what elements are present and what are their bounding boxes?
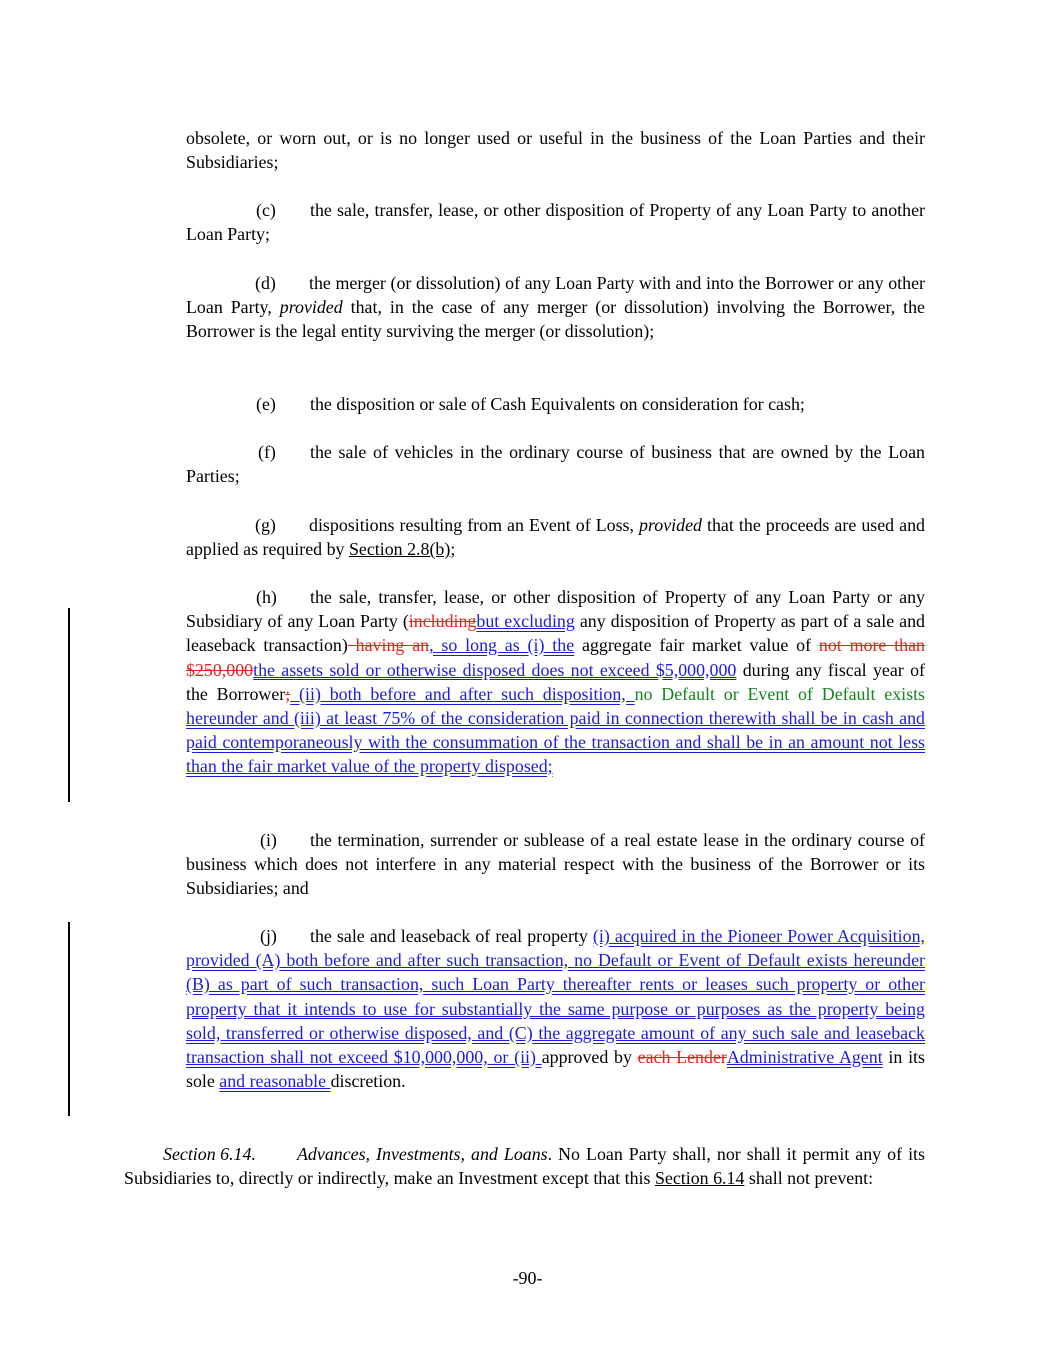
clause-text: discretion. [330, 1071, 406, 1092]
clause-text: in its sole [186, 1047, 925, 1092]
deleted-text: each Lender [637, 1047, 727, 1068]
clause-text: the merger (or dissolution) of any Loan Party with and into the Borrower or any other Loan Party, [186, 273, 925, 318]
clause-label: (c) [256, 200, 276, 220]
inserted-text: the assets sold or otherwise disposed does not exceed $5,000,000 [253, 659, 737, 680]
section-reference: Section 6.14 [654, 1168, 745, 1189]
section-number: Section 6.14. [163, 1144, 256, 1164]
inserted-text: hereunder and (iii) at least 75% of the consideration paid in connection therewith shall be in cash and paid contemporaneously with the consummation of the transaction and shall be in an amount not less than the fair market value of the property disposed; [186, 708, 925, 777]
clause-text: that, in the case of any merger (or dissolution) involving the Borrower, the Borrower is the legal entity surviving the merger (or dissolution); [186, 297, 925, 342]
clause-text: any disposition of Property as part of a sale and leaseback transaction) [186, 611, 925, 656]
clause-text: during any fiscal year of the Borrower [186, 659, 925, 704]
section-title: Advances, Investments, and Loans [297, 1144, 548, 1164]
inserted-text: (i) acquired in the Pioneer Power Acquisition, provided (A) both before and after such transaction, no Default or Event of Default exists hereunder (B) as part of such transaction, such Loan Party thereafter rents or leases such property or other property that it intends to use for substantially the same purpose or purposes as the property being sold, transferred or otherwise disposed, and (C) the aggregate amount of any such sale and leaseback transaction shall not exceed $10,000,000, or (ii) [186, 926, 925, 1068]
clause-label: (d) [255, 273, 276, 293]
clause-text: ; [450, 539, 456, 560]
clause-text: the sale of vehicles in the ordinary course of business that are owned by the Loan Parties; [186, 442, 925, 487]
clause-label: (e) [256, 394, 276, 414]
clause-text: the sale, transfer, lease, or other disposition of Property of any Loan Party to another Loan Party; [186, 200, 925, 245]
provided-term: provided [639, 515, 702, 535]
clause-f [186, 440, 925, 488]
paragraph-continued [186, 126, 925, 174]
section-text: shall not prevent: [744, 1168, 874, 1189]
clause-d [186, 271, 925, 344]
clause-text: the sale and leaseback of real property [310, 926, 593, 946]
section-6-14 [124, 1142, 925, 1190]
clause-label: (g) [255, 515, 276, 535]
moved-text: no Default or Event of Default exists [634, 683, 926, 704]
deleted-text: not more than $250,000 [186, 635, 925, 680]
clause-j [186, 924, 925, 1093]
clause-label: (i) [260, 830, 277, 850]
change-bar-j [68, 922, 70, 1116]
clause-label: (h) [256, 587, 277, 607]
clause-text: the sale, transfer, lease, or other disposition of Property of any Loan Party or any Subsidiary of any Loan Party ( [186, 587, 925, 632]
clause-text: approved by [541, 1047, 638, 1068]
deleted-text: having an [347, 635, 430, 656]
clause-text: the termination, surrender or sublease of a real estate lease in the ordinary course of business which does not interfere in any material respect with the business of the Borrower or its Subsidiaries; and [186, 830, 925, 899]
clause-text: that the proceeds are used and applied as required by [186, 515, 925, 560]
clause-i [186, 828, 925, 901]
clause-text: aggregate fair market value of [574, 635, 819, 656]
clause-c [186, 198, 925, 246]
clause-e [186, 392, 925, 416]
section-text: . No Loan Party shall, nor shall it permit any of its Subsidiaries to, directly or indirectly, make an Investment except that this [124, 1144, 925, 1189]
section-reference: Section 2.8(b) [348, 539, 451, 560]
inserted-text: and reasonable [219, 1071, 331, 1092]
inserted-text: Administrative Agent [726, 1047, 883, 1068]
clause-label: (f) [258, 442, 276, 462]
deleted-text: ; [285, 683, 291, 704]
page-number: -90- [512, 1268, 543, 1288]
clause-text: the disposition or sale of Cash Equivalents on consideration for cash; [310, 394, 805, 414]
clause-g [186, 513, 925, 561]
clause-h [186, 585, 925, 779]
change-bar-h [68, 608, 70, 802]
provided-term: provided [279, 297, 343, 318]
deleted-text: including [408, 611, 477, 632]
paragraph-text: obsolete, or worn out, or is no longer used or useful in the business of the Loan Parties and their Subsidiaries; [186, 128, 925, 173]
clause-label: (j) [260, 926, 277, 946]
inserted-text: but excluding [476, 611, 575, 632]
clause-text: dispositions resulting from an Event of Loss, [309, 515, 640, 535]
inserted-text: , so long as (i) the [429, 635, 575, 656]
inserted-text: (ii) both before and after such disposition, [290, 683, 635, 704]
